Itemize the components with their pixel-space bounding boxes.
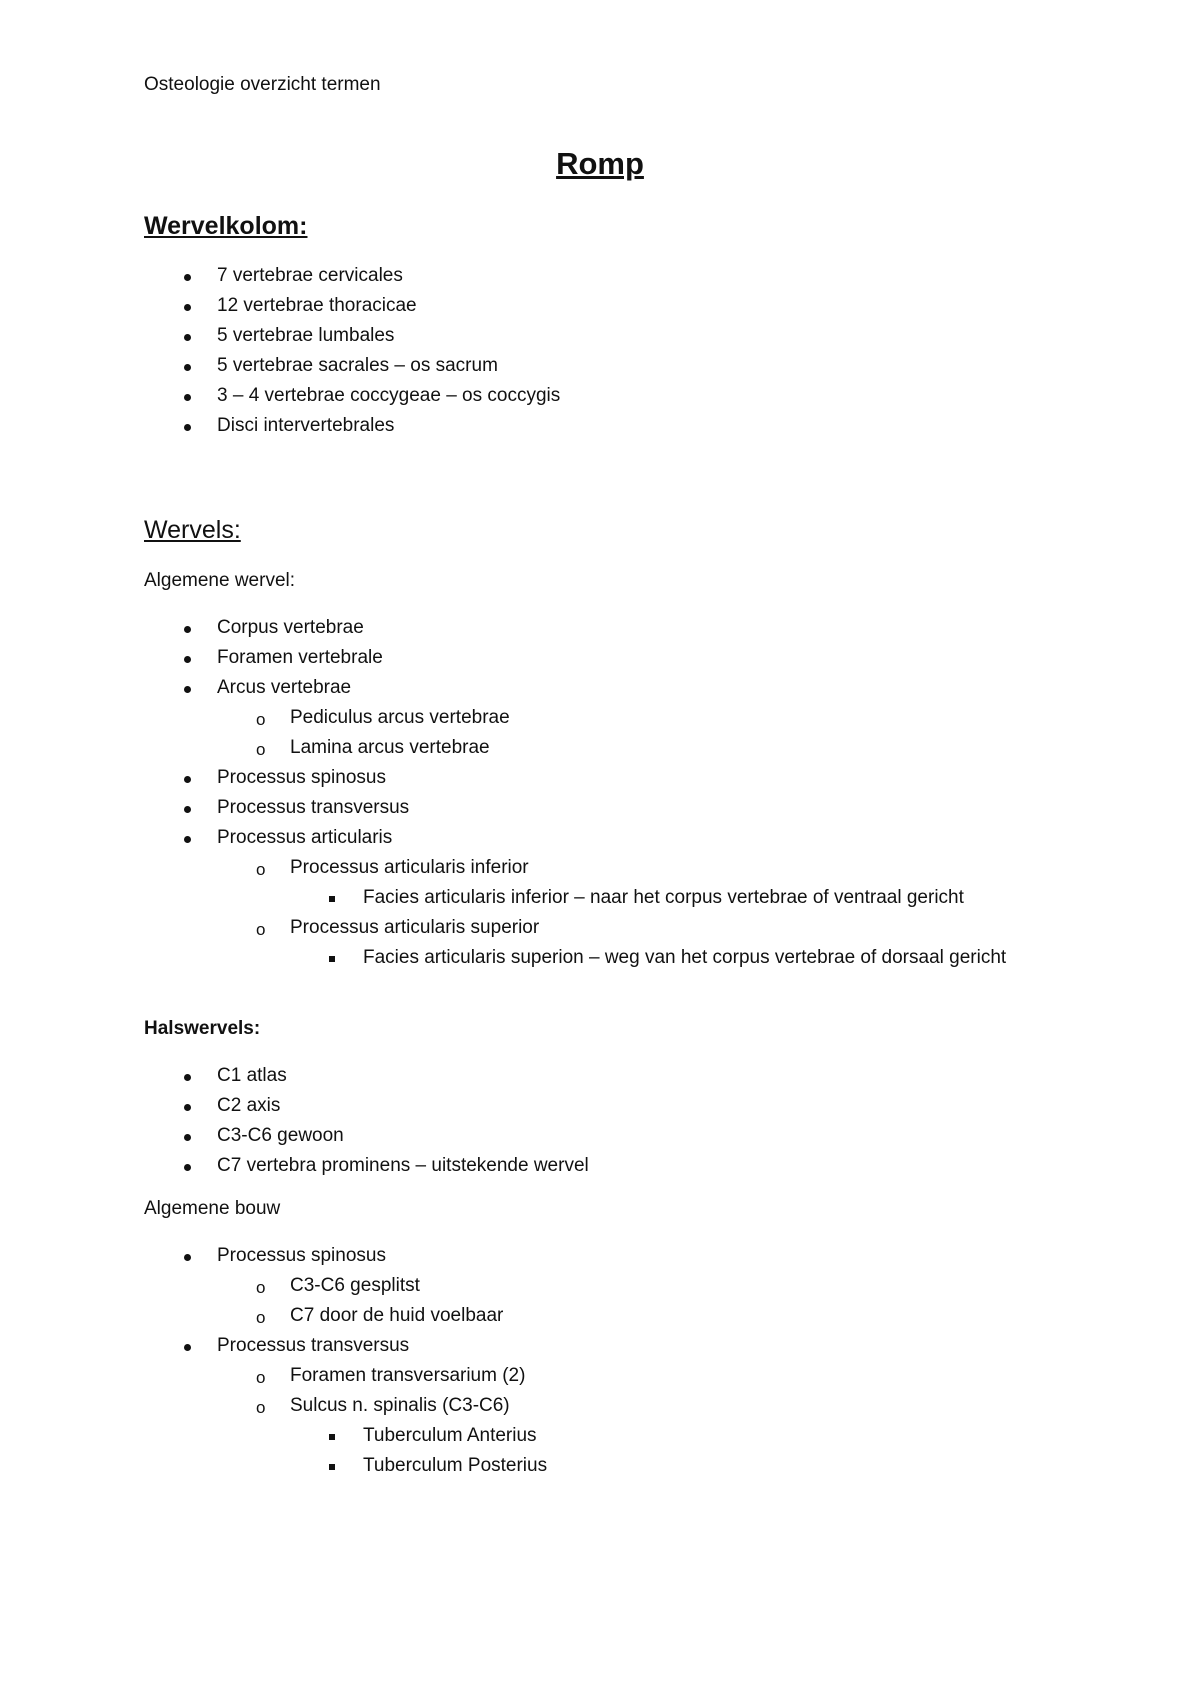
circle-bullet-icon: o	[256, 740, 266, 759]
subheading-algemene-bouw: Algemene bouw	[144, 1198, 281, 1219]
bullet-icon	[184, 656, 191, 663]
bullet-icon	[184, 806, 191, 813]
page-title: Romp	[556, 146, 644, 181]
document-page: Osteologie overzicht termen Romp Wervelkolom: 7 vertebrae cervicales 12 vertebrae thoracicae 5 vertebrae lumbales 5 vertebrae sacrales – os sacrum 3 – 4 vertebrae coccygeae – os coccygis Disci intervertebrales Wervels: Algemene wervel: Corpus vertebrae Foramen vertebrale Arcus vertebrae o Pediculus arcus vertebrae o Lamina arcus vertebrae Processus spinosus Processus transversus Processus articularis o Processus articularis inferior Facies articularis inferior – naar het corpus vertebrae of ventraal gericht o Processus articularis superior Facies articularis superion – weg van het corpus vertebrae of dorsaal gericht Halswervels: C1 atlas C2 axis C3-C6 gewoon C7 vertebra prominens – uitstekende wervel Algemene bouw Processus spinosus o C3-C6 gesplitst o C7 door de huid voelbaar Processus transversus o Foramen transversarium (2) o Sulcus n. spinalis (C3-C6) Tuberculum Anterius Tuberculum Posterius	[0, 0, 1200, 1698]
bullet-icon	[184, 424, 191, 431]
bullet-icon	[184, 364, 191, 371]
bullet-icon	[184, 686, 191, 693]
circle-bullet-icon: o	[256, 920, 266, 939]
bullet-icon	[184, 626, 191, 633]
bullet-icon	[184, 1164, 191, 1171]
square-bullet-icon	[329, 1464, 335, 1470]
bullet-icon	[184, 274, 191, 281]
square-bullet-icon	[329, 1434, 335, 1440]
circle-bullet-icon: o	[256, 710, 266, 729]
circle-bullet-icon: o	[256, 1398, 266, 1417]
bullet-icon	[184, 1344, 191, 1351]
bullet-icon	[184, 776, 191, 783]
bullet-icon	[184, 394, 191, 401]
bullet-icon	[184, 1074, 191, 1081]
subheading-algemene-wervel: Algemene wervel:	[144, 570, 296, 591]
square-bullet-icon	[329, 956, 335, 962]
circle-bullet-icon: o	[256, 860, 266, 879]
bullet-icon	[184, 1134, 191, 1141]
bullet-icon	[184, 1254, 191, 1261]
section-heading-wervelkolom: Wervelkolom:	[144, 212, 308, 240]
bullet-icon	[184, 304, 191, 311]
page-header: Osteologie overzicht termen	[144, 74, 381, 95]
section-heading-halswervels: Halswervels:	[144, 1018, 261, 1039]
bullet-icon	[184, 334, 191, 341]
circle-bullet-icon: o	[256, 1308, 266, 1327]
circle-bullet-icon: o	[256, 1368, 266, 1387]
section-heading-wervels: Wervels:	[144, 516, 241, 544]
bullet-icon	[184, 1104, 191, 1111]
circle-bullet-icon: o	[256, 1278, 266, 1297]
square-bullet-icon	[329, 896, 335, 902]
bullet-icon	[184, 836, 191, 843]
